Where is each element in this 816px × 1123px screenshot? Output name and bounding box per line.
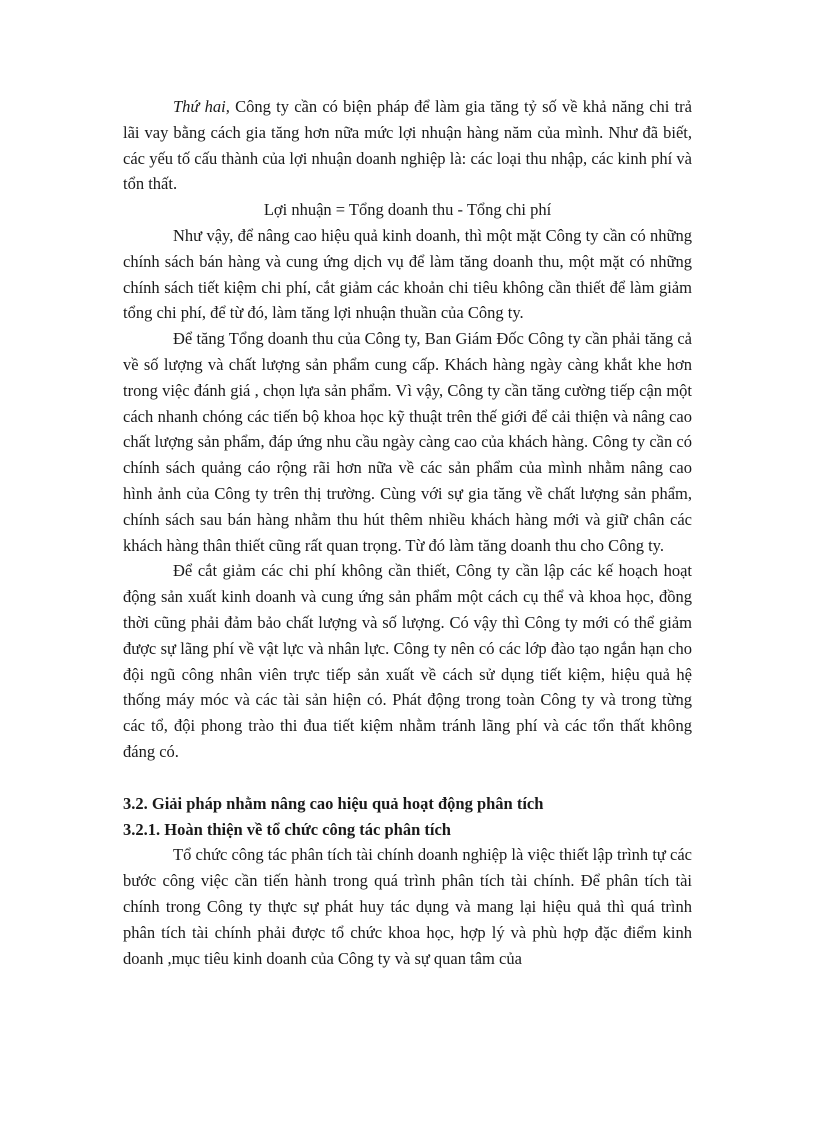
paragraph-1-text: Công ty cần có biện pháp để làm gia tăng tỷ số về khả năng chi trả lãi vay bằng cách gia tăng hơn nữa mức lợi nhuận hàng năm của mình. Như đã biết, các yếu tố cấu thành của lợi nhuận doanh nghiệp là: các loại thu nhập, các kinh phí và tổn thất. [123, 97, 692, 194]
profit-formula: Lợi nhuận = Tổng doanh thu - Tổng chi phí [263, 200, 552, 220]
section-heading: 3.2. Giải pháp nhằm nâng cao hiệu quả hoạt động phân tích [123, 793, 544, 813]
paragraph-1 [123, 94, 692, 197]
paragraph-1-lead: Thứ hai, [173, 97, 230, 116]
subsection-heading: 3.2.1. Hoàn thiện về tổ chức công tác phân tích [123, 819, 451, 839]
paragraph-3: Để tăng Tổng doanh thu của Công ty, Ban Giám Đốc Công ty cần phải tăng cả về số lượng và chất lượng sản phẩm cung cấp. Khách hàng ngày càng khắt khe hơn trong việc đánh giá , chọn lựa sản phẩm. Vì vậy, Công ty cần tăng cường tiếp cận một cách nhanh chóng các tiến bộ khoa học kỹ thuật trên thế giới để cải thiện và nâng cao chất lượng sản phẩm, đáp ứng nhu cầu ngày càng cao của khách hàng. Công ty cần có chính sách quảng cáo rộng rãi hơn nữa về các sản phẩm của mình nhằm nâng cao hình ảnh của Công ty trên thị trường. Cùng với sự gia tăng về chất lượng sản phẩm, chính sách sau bán hàng nhằm thu hút thêm nhiều khách hàng mới và giữ chân các khách hàng thân thiết cũng rất quan trọng. Từ đó làm tăng doanh thu cho Công ty. [123, 329, 692, 555]
paragraph-5: Tổ chức công tác phân tích tài chính doanh nghiệp là việc thiết lập trình tự các bước công việc cần tiến hành trong quá trình phân tích tài chính. Để phân tích tài chính trong Công ty thực sự phát huy tác dụng và mang lại hiệu quả thì quá trình phân tích tài chính phải được tổ chức khoa học, hợp lý và phù hợp đặc điểm kinh doanh ,mục tiêu kinh doanh của Công ty và sự quan tâm của [123, 845, 692, 968]
paragraph-4: Để cắt giảm các chi phí không cần thiết, Công ty cần lập các kế hoạch hoạt động sản xuất kinh doanh và cung ứng sản phẩm một cách cụ thể và khoa học, đồng thời cũng phải đảm bảo chất lượng và số lượng. Có vậy thì Công ty mới có thể giảm được sự lãng phí về vật lực và nhân lực. Công ty nên có các lớp đào tạo ngắn hạn cho đội ngũ công nhân viên trực tiếp sản xuất về cách sử dụng tiết kiệm, hiệu quả hệ thống máy móc và các tài sản hiện có. Phát động trong toàn Công ty và trong từng các tổ, đội phong trào thi đua tiết kiệm nhằm tránh lãng phí và các tổn thất không đáng có. [123, 561, 692, 761]
document-body [123, 94, 692, 971]
paragraph-2: Như vậy, để nâng cao hiệu quả kinh doanh, thì một mặt Công ty cần có những chính sách bán hàng và cung ứng dịch vụ để làm tăng doanh thu, một mặt có những chính sách tiết kiệm chi phí, cắt giảm các khoản chi tiêu không cần thiết để làm giảm tổng chi phí, để từ đó, làm tăng lợi nhuận thuần của Công ty. [123, 225, 692, 323]
